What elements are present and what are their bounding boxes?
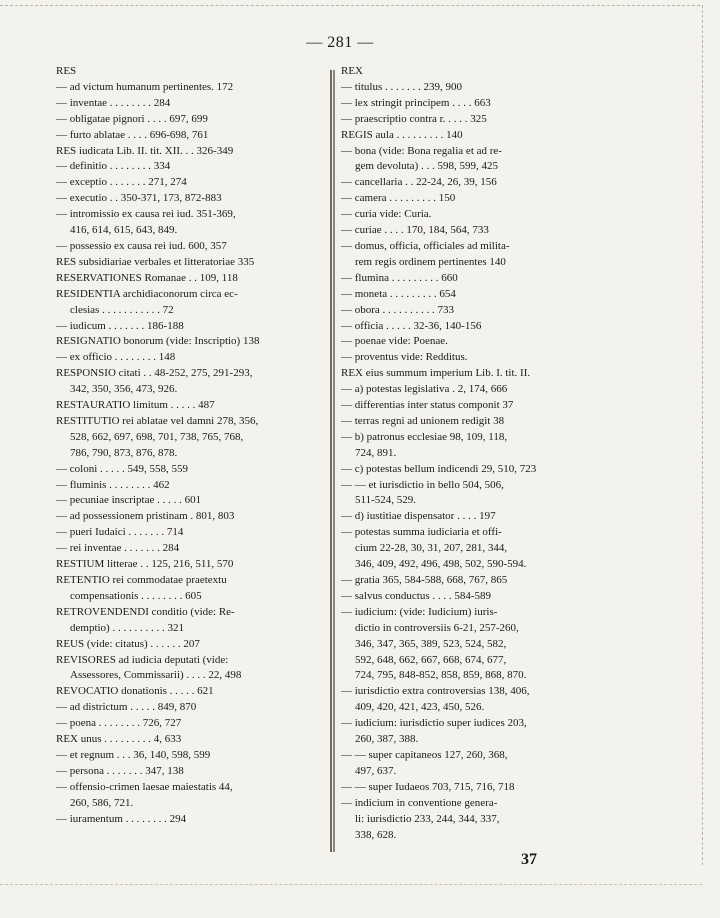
index-line: — inventae . . . . . . . . 284 xyxy=(56,96,171,109)
index-line: — ad victum humanum pertinentes. 172 xyxy=(56,80,234,93)
index-line: — domus, officia, officiales ad milita- xyxy=(341,239,510,252)
index-line: — camera . . . . . . . . . 150 xyxy=(341,192,456,205)
index-line: 260, 387, 388. xyxy=(355,733,419,746)
index-line: 416, 614, 615, 643, 849. xyxy=(70,224,178,237)
index-line: 786, 790, 873, 876, 878. xyxy=(70,446,178,459)
column-divider xyxy=(330,70,332,852)
index-line: — definitio . . . . . . . . 334 xyxy=(56,160,171,173)
index-line: cium 22-28, 30, 31, 207, 281, 344, xyxy=(355,542,508,555)
index-line: REGIS aula . . . . . . . . . 140 xyxy=(341,128,463,141)
index-line: — terras regni ad unionem redigit 38 xyxy=(341,414,505,427)
index-line: — iudicium: iurisdictio super iudices 203, xyxy=(341,717,527,730)
index-line: — executio . . 350-371, 173, 872-883 xyxy=(56,192,222,205)
index-line: — ad possessionem pristinam . 801, 803 xyxy=(56,510,235,523)
index-line: 528, 662, 697, 698, 701, 738, 765, 768, xyxy=(70,430,244,443)
index-line: dictio in controversiis 6-21, 257-260, xyxy=(355,621,519,634)
index-line: 511-524, 529. xyxy=(355,494,417,507)
index-line: — — super capitaneos 127, 260, 368, xyxy=(341,748,508,761)
index-line: RETENTIO rei commodatae praetextu xyxy=(56,574,227,586)
index-line: — c) potestas bellum indicendi 29, 510, 723 xyxy=(341,462,537,475)
index-line: — curiae . . . . 170, 184, 564, 733 xyxy=(341,224,489,237)
index-line: — et regnum . . . 36, 140, 598, 599 xyxy=(56,748,211,761)
index-line: RESTITUTIO rei ablatae vel damni 278, 356, xyxy=(56,414,259,427)
index-line: 592, 648, 662, 667, 668, 674, 677, xyxy=(355,653,507,666)
index-line: — rei inventae . . . . . . . 284 xyxy=(56,542,180,555)
index-line: 724, 795, 848-852, 858, 859, 868, 870. xyxy=(355,669,527,682)
scan-top-edge xyxy=(0,5,700,6)
index-line: — ex officio . . . . . . . . 148 xyxy=(56,351,176,364)
index-line: — furto ablatae . . . . 696-698, 761 xyxy=(56,128,209,141)
index-line: 260, 586, 721. xyxy=(70,796,134,809)
index-line: RESTAURATIO limitum . . . . . 487 xyxy=(56,399,215,412)
index-line: REX xyxy=(341,65,363,77)
index-line: — possessio ex causa rei iud. 600, 357 xyxy=(56,239,227,252)
index-line: REX eius summum imperium Lib. I. tit. II. xyxy=(341,367,531,380)
left-index-column xyxy=(56,64,312,828)
index-line: RESERVATIONES Romanae . . 109, 118 xyxy=(56,271,238,284)
index-line: — pueri Iudaici . . . . . . . 714 xyxy=(56,526,184,539)
index-line: RETROVENDENDI conditio (vide: Re- xyxy=(56,605,235,618)
scan-bottom-edge xyxy=(0,884,702,885)
index-line: RES iudicata Lib. II. tit. XII. . . 326-349 xyxy=(56,144,234,157)
index-line: — d) iustitiae dispensator . . . . 197 xyxy=(341,510,496,523)
index-line: — iudicum . . . . . . . 186-188 xyxy=(56,319,184,332)
index-line: REVISORES ad iudicia deputati (vide: xyxy=(56,653,229,666)
index-line: — praescriptio contra r. . . . . 325 xyxy=(341,112,487,125)
index-line: — salvus conductus . . . . 584-589 xyxy=(341,589,492,602)
index-line: gem devoluta) . . . 598, 599, 425 xyxy=(355,160,498,173)
index-line: REVOCATIO donationis . . . . . 621 xyxy=(56,685,214,698)
index-line: — iurisdictio extra controversias 138, 406, xyxy=(341,685,530,698)
index-line: — obora . . . . . . . . . . 733 xyxy=(341,303,455,316)
index-line: Assessores, Commissarii) . . . . 22, 498 xyxy=(70,669,242,682)
index-line: — a) potestas legislativa . 2, 174, 666 xyxy=(341,383,508,396)
index-line: — — et iurisdictio in bello 504, 506, xyxy=(341,478,504,491)
index-line: — bona (vide: Bona regalia et ad re- xyxy=(341,144,502,157)
index-line: — lex stringit principem . . . . 663 xyxy=(341,96,491,109)
index-line: RESPONSIO citati . . 48-252, 275, 291-293, xyxy=(56,367,253,380)
scan-right-edge xyxy=(702,5,703,865)
index-line: — b) patronus ecclesiae 98, 109, 118, xyxy=(341,430,508,443)
index-line: — flumina . . . . . . . . . 660 xyxy=(341,271,458,284)
right-index-column xyxy=(341,64,592,843)
page-number: — 281 — xyxy=(306,34,374,51)
index-line: rem regis ordinem pertinentes 140 xyxy=(355,255,506,268)
index-line: compensationis . . . . . . . . 605 xyxy=(70,589,202,602)
index-line: clesias . . . . . . . . . . . 72 xyxy=(70,303,174,316)
index-line: 346, 409, 492, 496, 498, 502, 590-594. xyxy=(355,558,527,571)
index-line: — iuramentum . . . . . . . . 294 xyxy=(56,812,187,825)
index-line: — intromissio ex causa rei iud. 351-369, xyxy=(56,208,236,221)
index-line: — fluminis . . . . . . . . 462 xyxy=(56,478,170,491)
index-line: — — super Iudaeos 703, 715, 716, 718 xyxy=(341,780,515,793)
index-line: 497, 637. xyxy=(355,764,397,777)
index-line: — curia vide: Curia. xyxy=(341,208,432,221)
index-line: RES xyxy=(56,65,77,77)
index-line: 409, 420, 421, 423, 450, 526. xyxy=(355,701,485,714)
index-line: RESIDENTIA archidiaconorum circa ec- xyxy=(56,287,238,300)
index-line: RESIGNATIO bonorum (vide: Inscriptio) 138 xyxy=(56,335,260,348)
index-line: — iudicium: (vide: Iudicium) iuris- xyxy=(341,605,498,618)
index-line: — pecuniae inscriptae . . . . . 601 xyxy=(56,494,202,507)
index-line: — poena . . . . . . . . 726, 727 xyxy=(56,717,182,730)
index-line: — coloni . . . . . 549, 558, 559 xyxy=(56,462,188,475)
index-line: li: iurisdictio 233, 244, 344, 337, xyxy=(355,812,500,825)
index-line: — poenae vide: Poenae. xyxy=(341,335,448,348)
index-line: 338, 628. xyxy=(355,828,397,841)
printer-signature: 37 xyxy=(521,851,537,868)
index-line: — persona . . . . . . . 347, 138 xyxy=(56,764,184,777)
index-line: — ad districtum . . . . . 849, 870 xyxy=(56,701,197,714)
index-line: RES subsidiariae verbales et litteratoriae 335 xyxy=(56,255,255,268)
index-line: 342, 350, 356, 473, 926. xyxy=(70,383,178,396)
index-line: — titulus . . . . . . . 239, 900 xyxy=(341,80,463,93)
index-line: REX unus . . . . . . . . . 4, 633 xyxy=(56,733,182,746)
index-line: demptio) . . . . . . . . . . 321 xyxy=(70,621,184,634)
index-line: — offensio-crimen laesae maiestatis 44, xyxy=(56,780,233,793)
index-line: — officia . . . . . 32-36, 140-156 xyxy=(341,319,482,332)
index-line: — exceptio . . . . . . . 271, 274 xyxy=(56,176,187,189)
index-line: — indicium in conventione genera- xyxy=(341,796,498,809)
index-line: 346, 347, 365, 389, 523, 524, 582, xyxy=(355,637,507,650)
index-line: — proventus vide: Redditus. xyxy=(341,351,468,364)
index-line: — moneta . . . . . . . . . 654 xyxy=(341,287,456,300)
index-line: — cancellaria . . 22-24, 26, 39, 156 xyxy=(341,176,497,189)
index-line: 724, 891. xyxy=(355,446,397,459)
index-line: — obligatae pignori . . . . 697, 699 xyxy=(56,112,208,125)
index-line: — gratia 365, 584-588, 668, 767, 865 xyxy=(341,574,508,586)
index-line: REUS (vide: citatus) . . . . . . 207 xyxy=(56,637,200,650)
index-line: — potestas summa iudiciaria et offi- xyxy=(341,526,502,539)
index-line: RESTIUM litterae . . 125, 216, 511, 570 xyxy=(56,558,234,571)
index-line: — differentias inter status componit 37 xyxy=(341,399,514,412)
